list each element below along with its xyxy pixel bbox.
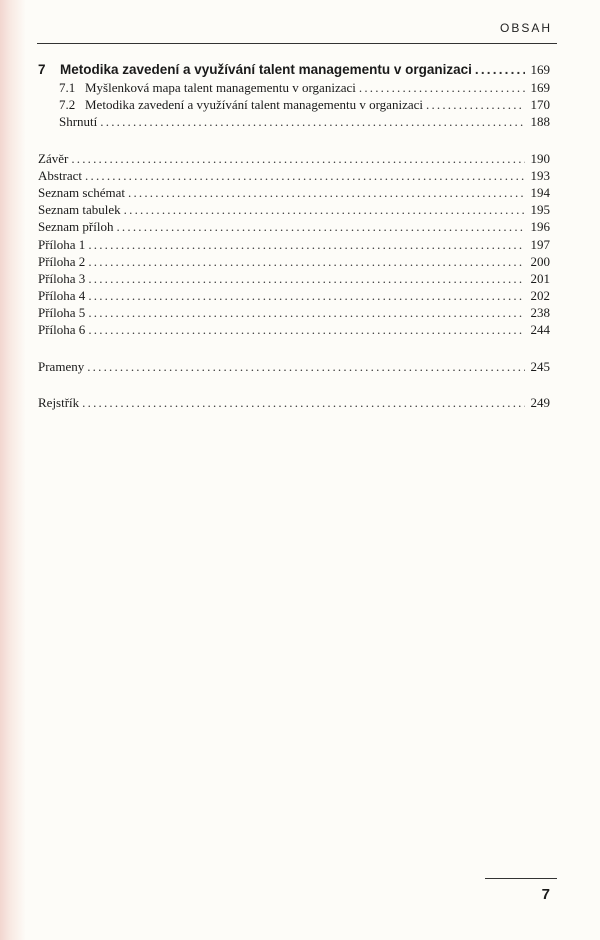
entry-page: 200 (530, 253, 550, 269)
entry-page: 193 (530, 167, 550, 183)
entry-title: Seznam tabulek (38, 202, 121, 218)
section-title: Myšlenková mapa talent managementu v organizaci (85, 80, 356, 95)
toc-entry-priloha-5[interactable] (38, 304, 550, 321)
header-rule (37, 43, 557, 44)
entry-title: Příloha 3 (38, 270, 86, 286)
entry-title: Příloha 6 (38, 322, 86, 338)
toc-entry-abstract[interactable] (38, 167, 550, 184)
section-number: 7.1 (59, 80, 76, 95)
toc-entry-priloha-1[interactable] (38, 236, 550, 253)
section-title: Metodika zavedení a využívání talent managementu v organizaci (85, 97, 423, 113)
dot-leader (359, 79, 525, 96)
table-of-contents (38, 60, 550, 411)
entry-page: 245 (530, 358, 550, 374)
entry-page: 190 (530, 150, 550, 166)
dot-leader (88, 287, 525, 304)
dot-leader (85, 167, 525, 184)
dot-leader (124, 201, 525, 218)
toc-entry-priloha-4[interactable] (38, 287, 550, 304)
toc-entry-seznam-priloh[interactable] (38, 218, 550, 235)
toc-entry-seznam-schemat[interactable] (38, 184, 550, 201)
toc-entry-priloha-3[interactable] (38, 270, 550, 287)
entry-page: 249 (530, 394, 550, 410)
dot-leader (71, 150, 525, 167)
chapter-title: Metodika zavedení a využívání talent managementu v organizaci (60, 62, 472, 77)
toc-entry-priloha-6[interactable] (38, 321, 550, 338)
entry-title: Příloha 4 (38, 288, 86, 304)
dot-leader (128, 184, 525, 201)
entry-page: 195 (530, 202, 550, 218)
dot-leader (82, 394, 525, 411)
entry-page: 238 (530, 305, 550, 321)
chapter-page: 169 (530, 62, 550, 77)
dot-leader (88, 304, 525, 321)
entry-page: 202 (530, 288, 550, 304)
dot-leader (88, 253, 525, 270)
toc-entry-rejstrik[interactable] (38, 394, 550, 411)
page-number: 7 (541, 886, 550, 903)
section-page: 169 (530, 80, 550, 95)
section-page: 170 (530, 97, 550, 113)
dot-leader (116, 218, 525, 235)
toc-section-7-2[interactable] (38, 96, 550, 113)
section-page: 188 (530, 114, 550, 130)
entry-page: 244 (530, 322, 550, 338)
dot-leader (88, 270, 525, 287)
dot-leader (100, 113, 525, 130)
toc-section-summary[interactable] (38, 113, 550, 130)
entry-title: Rejstřík (38, 394, 80, 410)
entry-title: Závěr (38, 150, 69, 166)
dot-leader (426, 96, 525, 113)
dot-leader (88, 236, 525, 253)
toc-entry-priloha-2[interactable] (38, 253, 550, 270)
entry-title: Seznam schémat (38, 184, 125, 200)
entry-page: 197 (530, 236, 550, 252)
entry-title: Příloha 2 (38, 253, 86, 269)
section-number: 7.2 (59, 97, 76, 113)
entry-title: Příloha 1 (38, 236, 86, 252)
toc-entry-prameny[interactable] (38, 358, 550, 375)
page-edge-shading (0, 0, 26, 940)
dot-leader (88, 321, 525, 338)
entry-title: Prameny (38, 358, 85, 374)
entry-title: Příloha 5 (38, 305, 86, 321)
dot-leader (87, 358, 525, 375)
entry-page: 201 (530, 270, 550, 286)
toc-chapter-7[interactable] (38, 60, 550, 79)
chapter-number: 7 (38, 62, 46, 77)
toc-entry-seznam-tabulek[interactable] (38, 201, 550, 218)
entry-title: Abstract (38, 167, 83, 183)
section-title: Shrnutí (59, 114, 98, 130)
running-header: OBSAH (499, 21, 552, 35)
entry-title: Seznam příloh (38, 219, 114, 235)
entry-page: 194 (530, 184, 550, 200)
footer-rule (485, 878, 557, 879)
dot-leader (475, 60, 525, 79)
toc-section-7-1[interactable] (38, 79, 550, 96)
entry-page: 196 (530, 219, 550, 235)
toc-entry-zaver[interactable] (38, 150, 550, 167)
